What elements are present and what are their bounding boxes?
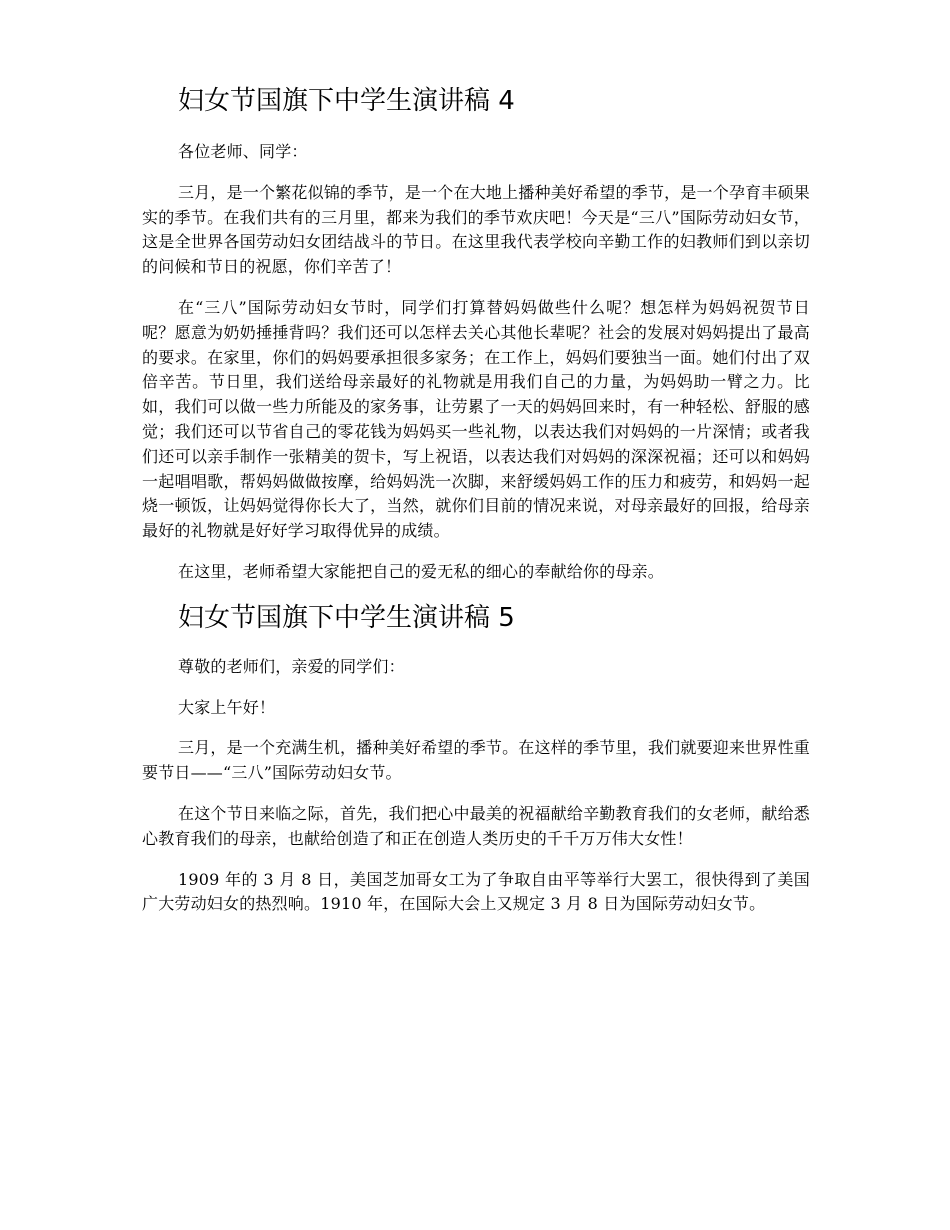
- body-paragraph: 在这个节日来临之际，首先，我们把心中最美的祝福献给辛勤教育我们的女老师，献给悉心教育我们的母亲，也献给创造了和正在创造人类历史的千千万万伟大女性！: [142, 803, 810, 848]
- section-title-5: 妇女节国旗下中学生演讲稿 5: [178, 602, 515, 633]
- body-paragraph: 三月，是一个繁花似锦的季节，是一个在大地上播种美好希望的季节，是一个孕育丰硕果实的季节。在我们共有的三月里，都来为我们的季节欢庆吧！今天是“三八”国际劳动妇女节，这是全世界各国劳动妇女团结战斗的节日。在这里我代表学校向辛勤工作的妇教师们到以亲切的问候和节日的祝愿，你们辛苦了！: [142, 182, 810, 277]
- body-paragraph: 1909 年的 3 月 8 日，美国芝加哥女工为了争取自由平等举行大罢工，很快得到了美国广大劳动妇女的热烈响。1910 年，在国际大会上又规定 3 月 8 日为国际劳动妇女节。: [142, 869, 810, 914]
- body-paragraph: 在“三八”国际劳动妇女节时，同学们打算替妈妈做些什么呢？想怎样为妈妈祝贺节日呢？愿意为奶奶捶捶背吗？我们还可以怎样去关心其他长辈呢？社会的发展对妈妈提出了最高的要求。在家里，你们的妈妈要承担很多家务；在工作上，妈妈们要独当一面。她们付出了双倍辛苦。节日里，我们送给母亲最好的礼物就是用我们自己的力量，为妈妈助一臂之力。比如，我们可以做一些力所能及的家务事，让劳累了一天的妈妈回来时，有一种轻松、舒服的感觉；我们还可以节省自己的零花钱为妈妈买一些礼物，以表达我们对妈妈的一片深情；或者我们还可以亲手制作一张精美的贺卡，写上祝语，以表达我们对妈妈的深深祝福；还可以和妈妈一起唱唱歌，帮妈妈做做按摩，给妈妈洗一次脚，来舒缓妈妈工作的压力和疲劳，和妈妈一起烧一顿饭，让妈妈觉得你长大了，当然，就你们目前的情况来说，对母亲最好的回报，给母亲最好的礼物就是好好学习取得优异的成绩。: [142, 297, 810, 541]
- body-paragraph: 大家上午好！: [178, 697, 276, 717]
- greeting-paragraph: 尊敬的老师们，亲爱的同学们：: [178, 656, 405, 676]
- body-paragraph: 三月，是一个充满生机，播种美好希望的季节。在这样的季节里，我们就要迎来世界性重要节日——“三八”国际劳动妇女节。: [142, 738, 810, 783]
- body-paragraph: 在这里，老师希望大家能把自己的爱无私的细心的奉献给你的母亲。: [178, 561, 665, 581]
- greeting-paragraph: 各位老师、同学：: [178, 142, 308, 161]
- document-page: [142, 84, 810, 933]
- section-title-4: 妇女节国旗下中学生演讲稿 4: [178, 86, 515, 116]
